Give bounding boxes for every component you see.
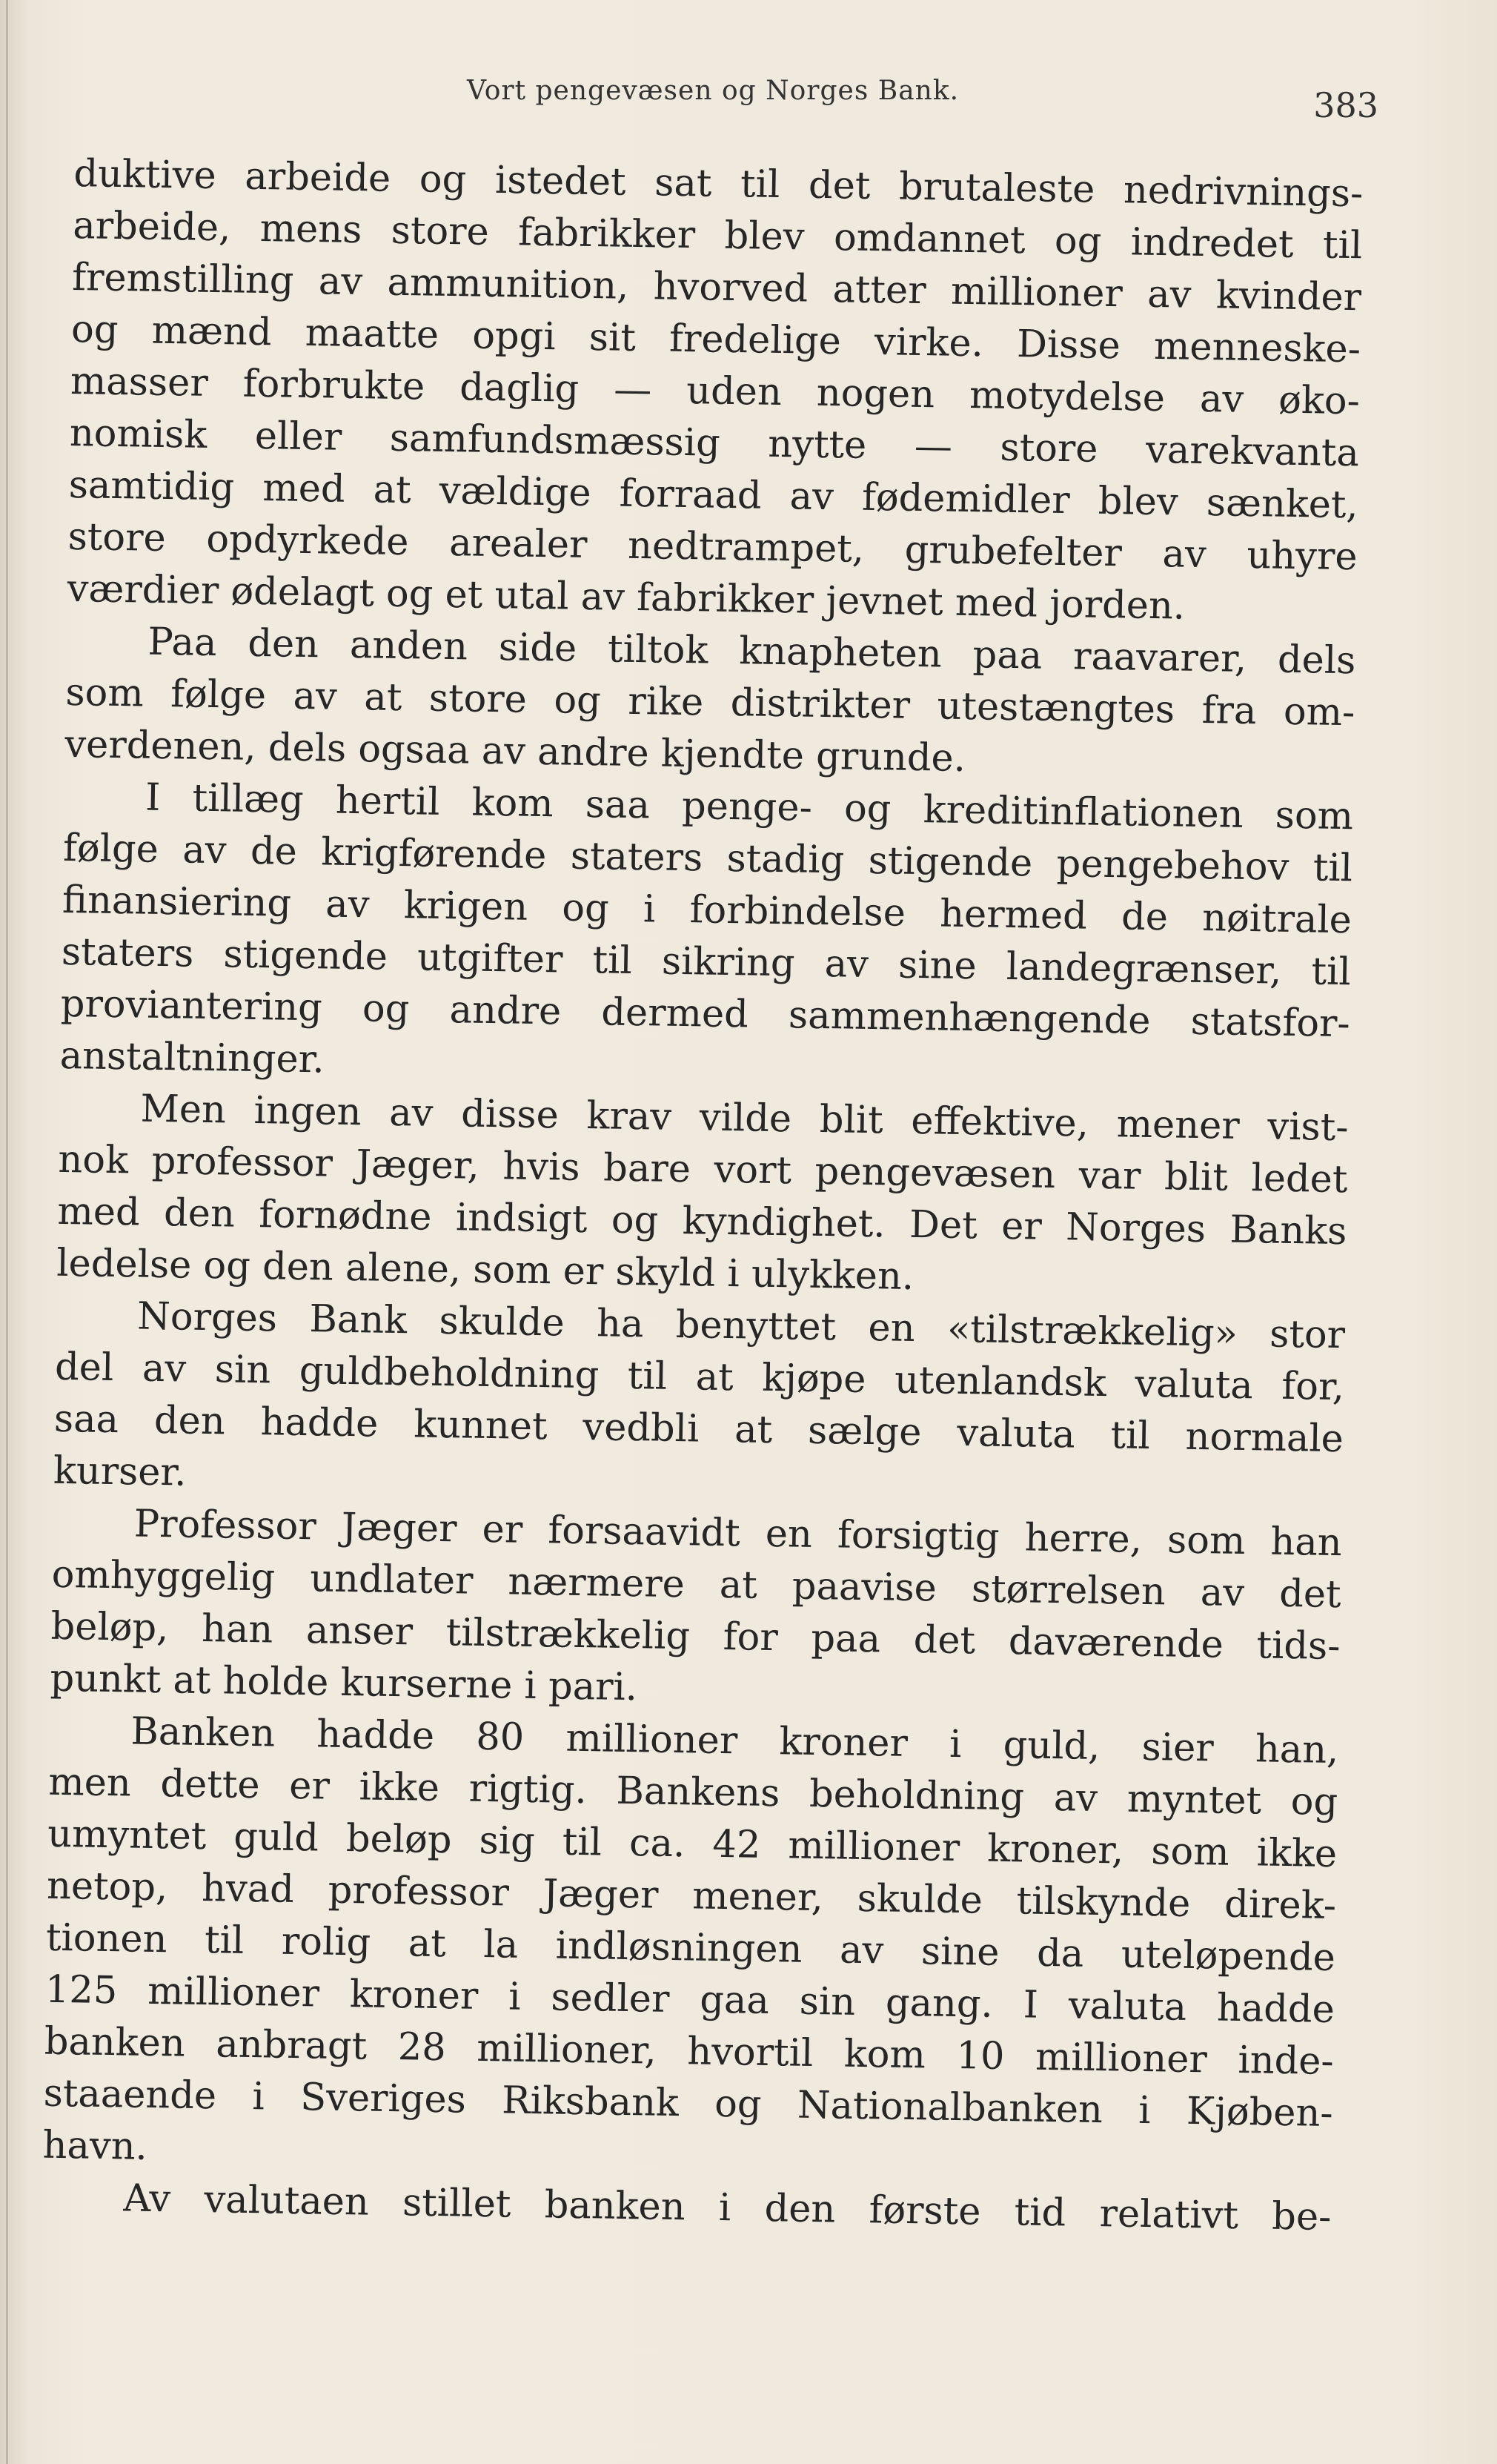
text-line: staters stigende utgifter til sikring av sine landegrænser, til [61,930,1352,995]
text-line: men dette er ikke rigtig. Bankens beholdning av myntet og [47,1760,1338,1825]
text-line: del av sin guldbeholdning til at kjøpe utenlandsk valuta for, [54,1345,1345,1410]
text-line: omhyggelig undlater nærmere at paavise størrelsen av det [51,1552,1342,1617]
text-line: Norges Bank skulde ha benyttet en «tilstrækkelig» stor [136,1294,1346,1358]
text-line: Av valutaen stillet banken i den første tid relativt be- [123,2176,1332,2239]
text-line: beløp, han anser tilstrækkelig for paa det daværende tids- [50,1604,1341,1669]
text-line: Men ingen av disse krav vilde blit effektive, mener vist- [140,1087,1349,1150]
text-line: nok professor Jæger, hvis bare vort pengevæsen var blit ledet [58,1137,1348,1202]
text-line: duktive arbeide og istedet sat til det brutaleste nedrivnings- [73,151,1364,216]
text-line: fremstilling av ammunition, hvorved atter millioner av kvinder [71,255,1362,320]
text-line: banken anbragt 28 millioner, hvortil kom 10 millioner inde- [44,2019,1335,2084]
text-line: netop, hvad professor Jæger mener, skulde tilskynde direk- [46,1864,1337,1929]
text-line: nomisk eller samfundsmæssig nytte — store varekvanta [69,411,1360,476]
text-line: I tillæg hertil kom saa penge- og kreditinflationen som [145,775,1354,839]
text-line: samtidig med at vældige forraad av fødemidler blev sænket, [68,463,1359,528]
text-line: umyntet guld beløp sig til ca. 42 millioner kroner, som ikke [47,1812,1338,1877]
text-line: Professor Jæger er forsaavidt en forsigtig herre, som han [133,1502,1343,1566]
binding-edge [6,0,8,2464]
text-line: masser forbrukte daglig — uden nogen motydelse av øko- [70,359,1361,424]
text-line: tionen til rolig at la indløsningen av sine da uteløpende [45,1915,1336,1981]
page-header [74,44,1378,125]
text-line: proviantering og andre dermed sammenhængende statsfor- [60,981,1351,1047]
text-line: saa den hadde kunnet vedbli at sælge valuta til normale [53,1397,1344,1462]
text-line: arbeide, mens store fabrikker blev omdannet og indredet til [72,203,1363,268]
body-text [42,148,1364,2244]
text-line: værdier ødelagt og et utal av fabrikker jevnet med jorden. [67,566,1186,629]
text-line: med den fornødne indsigt og kyndighet. Det er Norges Banks [57,1189,1347,1254]
text-line: ledelse og den alene, som er skyld i ulykken. [56,1241,915,1299]
text-line: som følge av at store og rike distrikter utestængtes fra om- [64,670,1355,735]
text-line: finansiering av krigen og i forbindelse hermed de nøitrale [62,878,1352,943]
text-line: punkt at holde kurserne i pari. [50,1656,638,1710]
text-line: følge av de krigførende staters stadig stigende pengebehov til [62,826,1353,891]
text-line: Banken hadde 80 millioner kroner i guld, sier han, [130,1709,1339,1773]
text-line: anstaltninger. [59,1033,325,1082]
text-line: havn. [42,2123,148,2169]
text-line: Paa den anden side tiltok knapheten paa raavarer, dels [147,620,1356,683]
text-line: staaende i Sveriges Riksbank og Nationalbanken i Kjøben- [43,2071,1334,2136]
text-line: verdenen, dels ogsaa av andre kjendte grunde. [64,722,966,781]
page-number: 383 [1313,85,1378,125]
text-line: store opdyrkede arealer nedtrampet, grubefelter av uhyre [67,514,1358,580]
text-line: og mænd maatte opgi sit fredelige virke. Disse menneske- [70,307,1361,372]
text-line: 125 millioner kroner i sedler gaa sin gang. I valuta hadde [44,1967,1335,2033]
text-line: kurser. [53,1448,187,1495]
running-title: Vort pengevæsen og Norges Bank. [467,76,960,106]
